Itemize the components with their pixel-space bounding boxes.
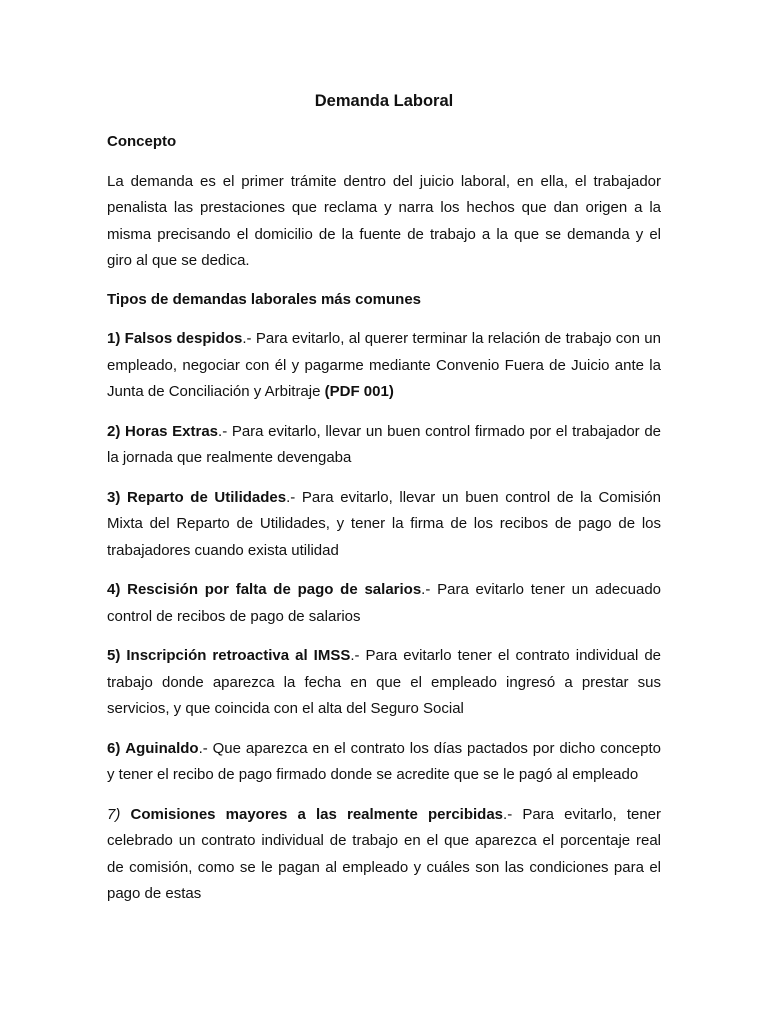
- item-number: 4): [107, 581, 121, 598]
- concept-paragraph: La demanda es el primer trámite dentro del juicio laboral, en ella, el trabajador penalista las prestaciones que reclama y narra los hechos que dan origen a la misma precisando el domicilio de la fuente de trabajo a la que se demanda y el giro al que se dedica.: [107, 172, 661, 269]
- item-text: .- Para evitarlo, llevar un buen control de la Comisión Mixta del Reparto de Utilidades, y tener la firma de los recibos de pago de los trabajadores cuando exista utilidad: [107, 488, 661, 559]
- item-text: .- Para evitarlo, tener celebrado un contrato individual de trabajo en el que aparezca el porcentaje real de comisión, como se le pagan al empleado y cuáles son las condiciones para el pago de estas: [107, 805, 662, 902]
- item-text: .- Que aparezca en el contrato los días pactados por dicho concepto y tener el recibo de pago firmado donde se acredite que se le pagó al empleado: [107, 739, 662, 783]
- item-text: .- Para evitarlo tener un adecuado control de recibos de pago de salarios: [107, 581, 662, 625]
- document-title: Demanda Laboral: [314, 92, 454, 110]
- item-number: 3): [107, 488, 121, 506]
- item-term: Rescisión por falta de pago de salarios: [127, 581, 422, 598]
- item-term: Reparto de Utilidades: [126, 488, 287, 506]
- item-number: 6): [107, 739, 121, 757]
- document-page: [107, 86, 661, 908]
- list-item: [107, 485, 661, 565]
- list-item: [107, 419, 661, 472]
- list-item: [107, 326, 661, 406]
- list-item: [107, 643, 661, 723]
- demand-types-list: [107, 326, 661, 908]
- item-text: .- Para evitarlo, llevar un buen control firmado por el trabajador de la jornada que realmente devengaba: [107, 422, 661, 466]
- item-term: Inscripción retroactiva al IMSS: [126, 647, 351, 664]
- item-reference: (PDF 001): [324, 383, 394, 400]
- list-item: [107, 802, 661, 908]
- item-term: Aguinaldo: [125, 739, 199, 757]
- item-term: Falsos despidos: [124, 330, 243, 347]
- item-number: 2): [107, 422, 121, 440]
- list-item: [107, 577, 661, 630]
- item-number: 1): [107, 330, 121, 347]
- item-term: Horas Extras: [125, 422, 219, 440]
- list-item: [107, 736, 661, 789]
- item-number: 5): [107, 647, 121, 664]
- item-text: .- Para evitarlo, al querer terminar la relación de trabajo con un empleado, negociar con él y pagarme mediante Convenio Fuera de Juicio ante la Junta de Conciliación y Arbitraje: [107, 330, 661, 400]
- item-number: 7): [107, 805, 121, 823]
- item-term: Comisiones mayores a las realmente percibidas: [130, 805, 504, 823]
- types-heading: Tipos de demandas laborales más comunes: [107, 290, 422, 308]
- item-text: .- Para evitarlo tener el contrato individual de trabajo donde aparezca la fecha en que el empleado ingresó a prestar sus servicios, y que coincida con el alta del Seguro Social: [107, 647, 661, 717]
- concept-heading: Concepto: [107, 133, 177, 150]
